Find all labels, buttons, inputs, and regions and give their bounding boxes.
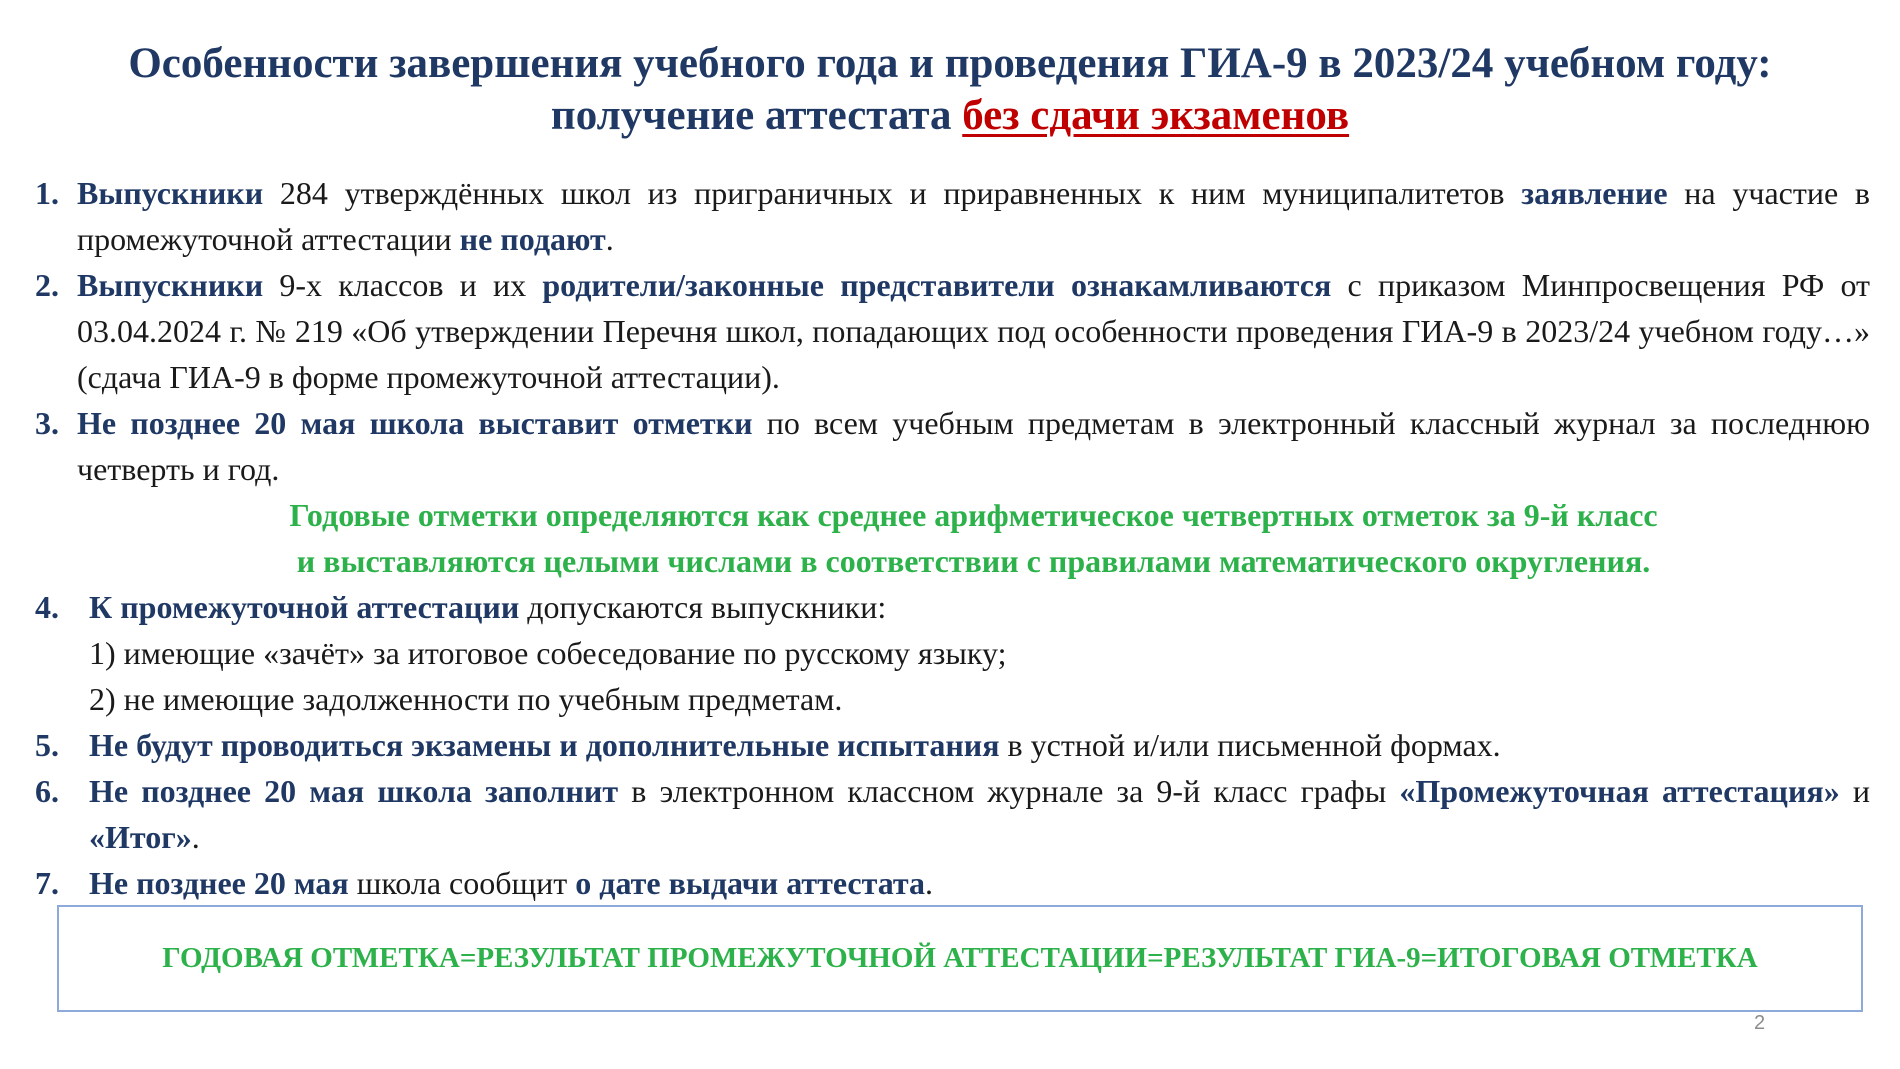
title-highlight: без сдачи экзаменов (962, 92, 1350, 139)
item-2-text: 9-х классов и их (263, 267, 543, 303)
item-6-bold-3: «Итог» (89, 819, 192, 855)
item-number: 7. (35, 865, 59, 901)
item-6-text-3: . (191, 819, 200, 855)
item-number: 3. (35, 405, 59, 441)
item-number: 1. (35, 175, 59, 211)
list-item-5 (35, 722, 1870, 768)
item-number: 2. (35, 267, 59, 303)
item-5-bold: Не будут проводиться экзамены и дополнительные испытания (89, 727, 1000, 763)
list-item-3 (35, 400, 1870, 492)
green-note-line-2: и выставляются целыми числами в соответствии с правилами математического округления. (296, 543, 1651, 579)
list-item-2 (35, 262, 1870, 400)
item-number: 5. (35, 727, 59, 763)
green-note-line-1: Годовые отметки определяются как среднее арифметическое четвертных отметок за 9-й класс (289, 497, 1658, 533)
item-2-bold: Выпускники (77, 267, 264, 303)
sub-item-1: 1) имеющие «зачёт» за итоговое собеседование по русскому языку; (89, 635, 1007, 671)
list-item-1 (35, 170, 1870, 262)
item-3-text: по всем учебным предметам в электронный классный журнал за последнюю четверть и год. (77, 405, 1871, 487)
green-note (77, 492, 1870, 584)
list-item-7 (35, 860, 1870, 906)
title-line-1: Особенности завершения учебного года и проведения ГИА-9 в 2023/24 учебном году: (128, 40, 1772, 87)
item-6-text: в электронном классном журнале за 9-й класс графы (618, 773, 1400, 809)
item-number: 6. (35, 773, 59, 809)
item-1-bold-2: заявление (1521, 175, 1668, 211)
item-4-text: допускаются выпускники: (519, 589, 887, 625)
item-1-text-3: . (605, 221, 614, 257)
item-4-bold: К промежуточной аттестации (89, 589, 520, 625)
numbered-list (35, 170, 1870, 906)
item-1-text: 284 утверждённых школ из приграничных и приравненных к ним муниципалитетов (263, 175, 1522, 211)
item-6-text-2: и (1839, 773, 1871, 809)
item-7-bold: Не позднее 20 мая (89, 865, 349, 901)
sub-item-2: 2) не имеющие задолженности по учебным предметам. (89, 681, 843, 717)
title-line-2-plain: получение аттестата (550, 92, 963, 139)
item-7-text-2: . (925, 865, 934, 901)
item-5-text: в устной и/или письменной формах. (999, 727, 1501, 763)
item-1-text-2: на участие в промежуточной аттестации (77, 175, 1871, 257)
item-6-bold: Не позднее 20 мая школа заполнит (89, 773, 619, 809)
item-2-bold-2: родители/законные представители ознакамливаются (542, 267, 1332, 303)
list-item-6 (35, 768, 1870, 860)
title-line-2 (0, 90, 1900, 142)
page-number: 2 (1754, 1012, 1766, 1034)
item-1-bold-3: не подают (459, 221, 606, 257)
item-1-bold: Выпускники (77, 175, 264, 211)
slide-title (0, 38, 1900, 142)
list-item-4 (35, 584, 1870, 630)
item-number: 4. (35, 589, 59, 625)
item-6-bold-2: «Промежуточная аттестация» (1399, 773, 1840, 809)
item-2-text-2: с приказом Минпросвещения РФ от 03.04.2024 г. № 219 «Об утверждении Перечня школ, попадающих под особенности проведения ГИА-9 в 2023/24 учебном году…» (сдача ГИА-9 в форме промежуточной аттестации). (77, 267, 1871, 395)
item-7-bold-2: о дате выдачи аттестата (575, 865, 926, 901)
item-3-bold: Не позднее 20 мая школа выставит отметки (77, 405, 753, 441)
summary-box: ГОДОВАЯ ОТМЕТКА=РЕЗУЛЬТАТ ПРОМЕЖУТОЧНОЙ АТТЕСТАЦИИ=РЕЗУЛЬТАТ ГИА-9=ИТОГОВАЯ ОТМЕТКА (57, 905, 1863, 1012)
item-7-text: школа сообщит (348, 865, 576, 901)
